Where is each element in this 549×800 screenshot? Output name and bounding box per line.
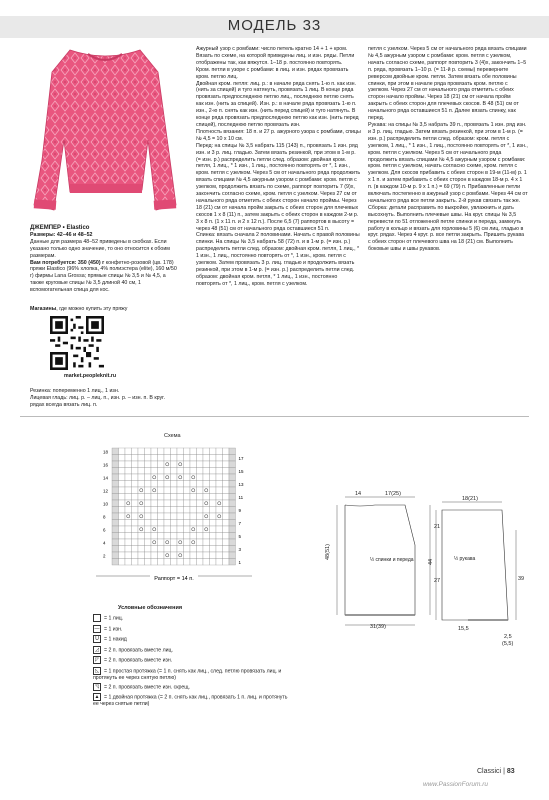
page-title: МОДЕЛЬ 33 [227,17,322,34]
row-number-left: 10 [103,501,109,507]
legend-item [93,693,293,707]
product-name: ДЖЕМПЕР • Elastico [30,225,90,231]
legend-title: Условные обозначения [118,605,183,611]
legend-text: = 2 п. провязать вместе лиц. [104,646,173,653]
stockinette-text: Лицевая гладь: лиц. р. – лиц. п., изн. р. – изн. п. В круг. рядах всегда вязать лиц. п. [30,394,165,408]
legend-symbol: ◸ [93,656,101,664]
knitting-chart [84,440,264,585]
middle-column [196,46,362,288]
front-height-lower: 27 [434,578,441,584]
sweater-photo [30,40,180,220]
mid-p0: Ажурный узор с ромбами: число петель кратно 14 + 1 + кром. Вязать по схеме, на которой приведены лиц. и изн. ряды. Петли отображены так, как вяжутся. 1–18 р. постоянно повторять. [196,46,355,66]
legend-symbol: — [94,625,100,632]
mid-p4: Перед: на спицы № 3,5 набрать 115 (143) п., провязать 1 изн. ряд изн. и 3 р. лиц. гладью. Затем вязать резинкой, при этом в 1-м р. (= изн. р.) распределить петли след. образом: двойная кром. петля, 1 лиц., * 1 изн., 1 лиц., постоянно повторять от *, 1 изн., кром. петля с узелком. Через 5 см от начального ряда продолжить вязать спицами № 4,5 ажурным узором с ромбами: кром. петля с узелком, продолжить вязать по схеме, раппорт повторить 7 (9)х, закончить согласно схеме, кром. петля с узелком. Через 27 см от начального ряда отметить с обеих сторон начало проймы. Через 18 (21) см от начала пройм закрыть с обеих сторон для плечевых скосов 1 х 8 (11) п., затем закрыть с обеих сторон в каждом 2-м р. 3 х 8 п. (1 х 11 п. и 2 х 12 п.). После 6,5 (7) раппортов в высоту = через 48 (51) см от начального ряда оставшиеся 51 п. [196,142,361,232]
front-height-total: 48(51) [325,544,331,560]
materials: конфетно-розовой (цв. 178) пряжи Elastico (96% хлопка, 4% полиэстера (elite), 160 м/50 г) фирмы Lana Grossa; прямые спицы № 3,5 и № 4,5, а также круговые спицы № 3,5 длиной 40 см, 1 вспомогательная спица для кос. [30,259,177,294]
legend-text: = 1 двойная протяжка (= 2 п. снять как лиц., провязать 1 п. лиц. и протянуть ее через снятые петли) [93,694,288,707]
row-number-right: 15 [238,468,244,474]
legend-text: = 1 простая протяжка (= 1 п. снять как лиц., след. петлю провязать лиц. и протянуть ее через снятую петлю) [93,667,282,681]
sleeve-height-total: 44 [428,558,434,565]
sleeve-top: 18(21) [462,496,478,502]
row-number-left: 4 [103,540,106,546]
row-number-left: 18 [103,449,109,455]
row-number-right: 3 [238,546,242,552]
legend-symbol: ◹ [93,683,101,691]
row-number-left: 12 [103,488,109,494]
legend-item [93,614,293,622]
row-number-left: 2 [103,553,106,559]
sizes-note: Данные для размера 48–52 приведены в скобках. Если указано только одно значение, то оно относится к обоим размерам. [30,238,170,259]
legend-text: = 1 накид [104,636,127,643]
page-number: 83 [506,768,515,775]
page-footer: Classici | 83 [477,768,515,775]
sleeve-label: ½ рукава [454,556,476,562]
mid-p3: Плотность вязания: 18 п. и 27 р. ажурного узора с ромбами, спицы № 4,5 = 10 х 10 см. [196,128,361,142]
row-number-right: 5 [238,533,242,539]
legend-text: = 2 п. провязать вместе изн. [104,657,173,664]
sleeve-height-side: 39 [518,576,525,582]
row-number-left: 16 [103,462,109,468]
schema-title: Схема [164,433,181,439]
right-column [368,46,528,253]
row-number-right: 17 [238,455,244,461]
legend-text: = 2 п. провязать вместе изн. скрещ. [104,683,190,690]
right-p1: Рукава: на спицы № 3,5 набрать 39 п., провязать 1 изн. ряд изн. и 3 р. лиц. гладью. Затем вязать резинкой, при этом в 1-м р. (= изн. р.) распределить петли след. образом: кром. петля с узелком, 1 лиц., * 1 изн., 1 лиц., постоянно повторять от *, 1 изн., кром. петля с узелком. Через 5 см от начального ряда продолжить вязать спицами № 4,5 ажурным узором с ромбами: кром. петля с узелком, начать согласно схеме, кром. петля с узелком. Для скосов прибавить с обеих сторон в 19-м (11-м) р. 1 х 1 п. и затем прибавить с обеих сторон в каждом 18-м р. 4 х 1 п. (в каждом 10-м р. 9 х 1 п.) = 69 (79) п. Прибавленные петли включать постепенно в ажурный узор с ромбами. Через 44 см от начального ряда все петли закрыть. 2-й рукав связать так же. [368,121,528,204]
left-column [30,225,180,294]
rib-stitch-text [30,388,180,409]
qr-code[interactable] [50,316,104,370]
legend-symbol: ◿ [93,646,101,654]
rapport-label: Раппорт = 14 п. [154,576,194,582]
row-number-right: 9 [238,507,242,513]
mid-p1: Кром. петли в узоре с ромбами: в лиц. и изн. рядах провязать кром. петлю лиц. [196,66,349,80]
legend-text: = 1 изн. [104,625,123,632]
legend-item [93,683,293,691]
legend-symbol: ▲ [94,694,100,700]
row-number-right: 11 [238,494,244,500]
legend-item [93,656,293,664]
sleeve-bottom-right: 2,5 [504,634,512,640]
watermark: www.PassionForum.ru [423,781,489,788]
section-divider [20,416,529,417]
magazine-name: Classici [477,768,502,775]
legend-symbol [93,614,101,622]
row-number-right: 1 [238,559,242,565]
mid-p5: Спинка: вязать сначала 2 половинами. Начать с правой половины спинки. На спицы № 3,5 набрать 58 (72) п. и в 1-м р. (= изн. р.) распределить петли след. образом: двойная кром. петля, 1 лиц., * 1 изн., 1 лиц., постоянно повторять от *, 1 изн., кром. петля с узелком. Затем провязать 3 р. лиц. гладью и продолжить вязать резинкой, при этом в 1-м р. (= изн. р.) распределить петли след. образом: двойная кром. петля, * 1 лиц., 1 изн., постоянно повторять от *, 1 лиц., кром. петля с узелком. [196,232,360,287]
shop-url[interactable]: market.peopleknit.ru [64,373,117,379]
mid-p2: Двойная кром. петля: лиц. р.: в начале ряда снять 1-ю п. как изн. (нить за спицей) и туго натянуть, провязать 1 лиц. В конце ряда провязать предпоследнюю петлю лиц., последнюю петлю снять как изн. (нить за спицей). Изн. р.: в начале ряда провязать 1-ю п. изн., 2-ю п. снять как изн. (нить перед спицей) и туго натянуть. В конце ряда провязать предпоследнюю петлю как изн. (нить перед спицей), последнюю петлю провязать изн. [196,80,359,128]
legend-symbol: ◺ [93,667,101,675]
body-pattern-diagram [315,485,445,630]
legend-item [93,625,293,633]
rib-text: Резинка: попеременно 1 лиц., 1 изн. [30,388,120,394]
legend-item [93,667,293,681]
front-bottom: 31(39) [370,624,386,630]
row-number-right: 7 [238,520,242,526]
legend-text: = 1 лиц. [104,615,124,622]
materials-head: Вам потребуется: 350 (450) г [30,259,105,266]
sizes: Размеры: 42–46 и 48–52 [30,231,93,238]
right-p0: петля с узелком. Через 5 см от начального ряда вязать спицами № 4,5 ажурным узором с ромбами: кром. петля с узелком, начать согласно схеме, раппорт повторить 3 (4)х, закончить 1–5 п. ряда, провязать 1–10 р. (= 11-й р. схемы) переверните реверсом двойные кром. петли. Затем вязать обе половины спинки, при этом в начале ряда провязать кром. петлю с узелком. Через 27 см от начального ряда отметить с обеих сторон начало проймы. Через 18 (21) см от начала пройм закрыть с обеих сторон для плечевых скосов. В 48 (51) см от начального ряда оставшиеся 51 п. Далее вязать спинку, как перед. [368,46,527,122]
right-p2: Сборка: детали расправить по выкройке, увлажнить и дать высохнуть. Выполнить плечевые швы. На круг. спицы № 3,5 перевести по 51 отложенной петле спинки и переда, замкнуть работу в кольцо и вязать для горловины 5 (6) см лиц. гладью в круг. рядах. Через 4 круг. р. все петли закрыть. Пришить рукава с обеих сторон от плечевого шва на 18 (21) см. Выполнить боковые швы и швы рукавов. [368,204,525,253]
front-top-left: 14 [355,491,362,497]
front-top-mid: 17(25) [385,491,401,497]
front-label: ½ спинки и переда [370,557,414,563]
row-number-left: 14 [103,475,109,481]
row-number-left: 6 [103,527,106,533]
sleeve-pattern-diagram [428,490,532,655]
legend-item [93,635,293,643]
legend-item [93,646,293,654]
shops-label: Магазины, где можно купить эту пряжу [30,306,128,312]
sleeve-bottom-right2: (5,5) [502,641,514,647]
legend-symbol: U [93,635,101,643]
front-height-arm: 21 [434,524,441,530]
sleeve-bottom-left: 15,5 [458,626,469,632]
row-number-right: 13 [238,481,244,487]
row-number-left: 8 [103,514,106,520]
